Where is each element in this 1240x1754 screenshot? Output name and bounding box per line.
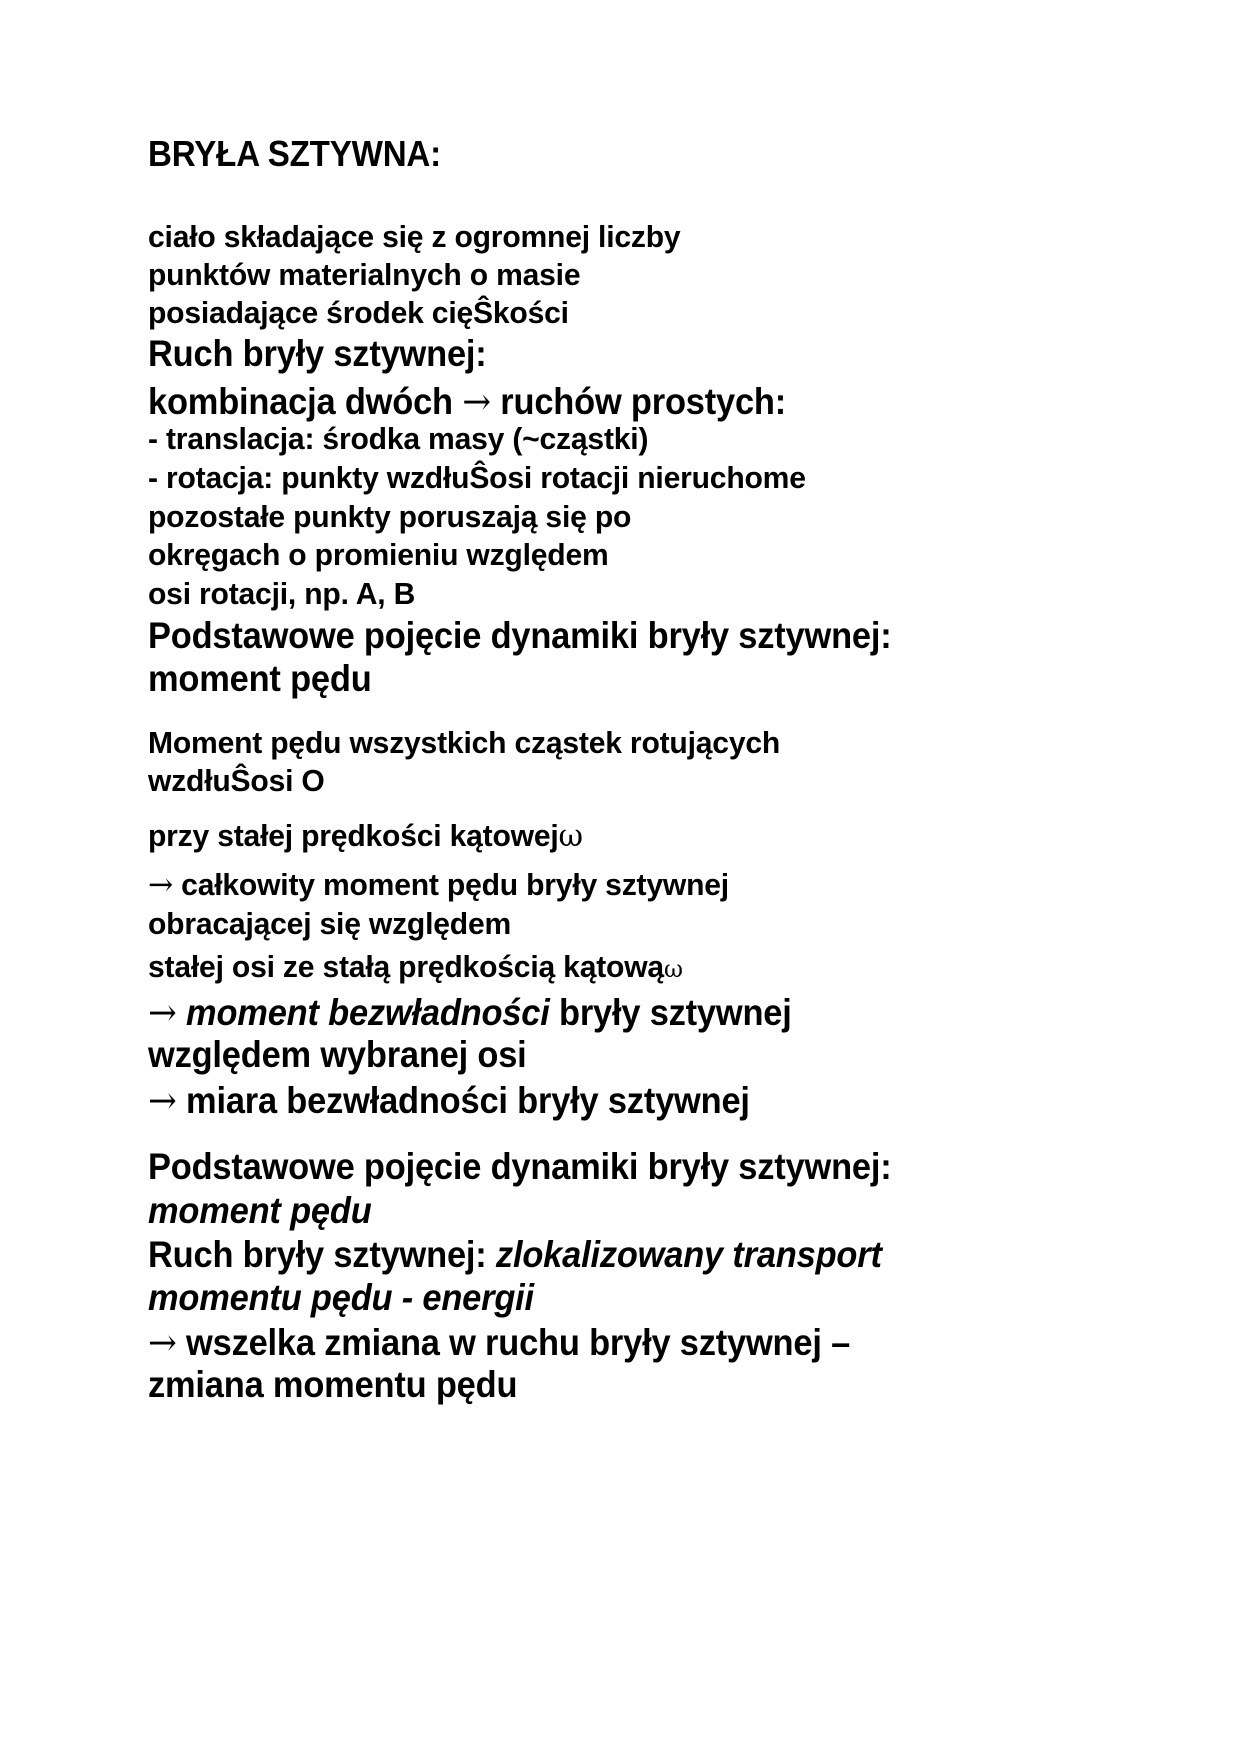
angular-momentum-line-2: wzdłuŜosi O	[148, 763, 325, 798]
right-arrow-icon: →	[462, 380, 491, 423]
concept1-term: moment pędu	[148, 658, 372, 699]
change-text: wszelka zmiana w ruchu bryły sztywnej –	[186, 1322, 851, 1363]
inertia-rest: bryły sztywnej	[559, 992, 792, 1033]
right-arrow-icon: →	[148, 991, 177, 1034]
change-line-1	[148, 1321, 850, 1364]
angular-momentum-line-1: Moment pędu wszystkich cząstek rotujących	[148, 725, 781, 760]
total-momentum-line-3	[148, 949, 683, 985]
motion-item-translation: - translacja: środka masy (~cząstki)	[148, 421, 649, 456]
motion-heading: Ruch bryły sztywnej:	[148, 333, 487, 374]
angular-velocity-line	[148, 818, 583, 854]
motion-item-axis: osi rotacji, np. A, B	[148, 576, 416, 611]
concept1-heading: Podstawowe pojęcie dynamiki bryły sztywnej:	[148, 615, 892, 656]
right-arrow-icon: →	[148, 1321, 177, 1364]
combination-pre: kombinacja dwóch	[148, 381, 453, 422]
total-text: całkowity moment pędu bryły sztywnej	[181, 867, 729, 902]
measure-text: miara bezwładności bryły sztywnej	[186, 1080, 750, 1121]
inertia-line-1	[148, 991, 792, 1034]
definition-line-3: posiadające środek cięŜkości	[148, 295, 569, 330]
combination-post: ruchów prostych:	[500, 381, 787, 422]
inertia-term: moment bezwładności	[186, 992, 550, 1033]
change-line-2: zmiana momentu pędu	[148, 1364, 518, 1405]
page-title: BRYŁA SZTYWNA:	[148, 133, 442, 174]
definition-line-2: punktów materialnych o masie	[148, 257, 581, 292]
concept2-motion-line-1	[148, 1234, 882, 1276]
motion-item-rotation: - rotacja: punkty wzdłuŜosi rotacji nieruchome	[148, 460, 806, 495]
definition-line-1: ciało składające się z ogromnej liczby	[148, 219, 681, 254]
inertia-line-2: względem wybranej osi	[148, 1034, 527, 1075]
measure-line	[148, 1079, 750, 1122]
concept2-heading: Podstawowe pojęcie dynamiki bryły sztywnej:	[148, 1146, 892, 1187]
total-momentum-line-2: obracającej się względem	[148, 906, 512, 941]
omega-symbol: ω	[663, 955, 683, 983]
motion-combination	[148, 380, 786, 423]
right-arrow-icon: →	[148, 867, 174, 903]
concept2-motion-line-2: momentu pędu - energii	[148, 1277, 534, 1318]
right-arrow-icon: →	[148, 1079, 177, 1122]
velocity-text: przy stałej prędkości kątowej	[148, 818, 559, 853]
total-momentum-line-1	[148, 867, 729, 903]
motion-pre: Ruch bryły sztywnej:	[148, 1234, 487, 1275]
motion-item-circles: okręgach o promieniu względem	[148, 537, 609, 572]
total-line3-text: stałej osi ze stałą prędkością kątową	[148, 949, 664, 984]
motion-item-other-points: pozostałe punkty poruszają się po	[148, 499, 632, 534]
motion-italic: zlokalizowany transport	[495, 1234, 882, 1275]
concept2-term: moment pędu	[148, 1190, 372, 1231]
omega-symbol: ω	[558, 818, 583, 854]
